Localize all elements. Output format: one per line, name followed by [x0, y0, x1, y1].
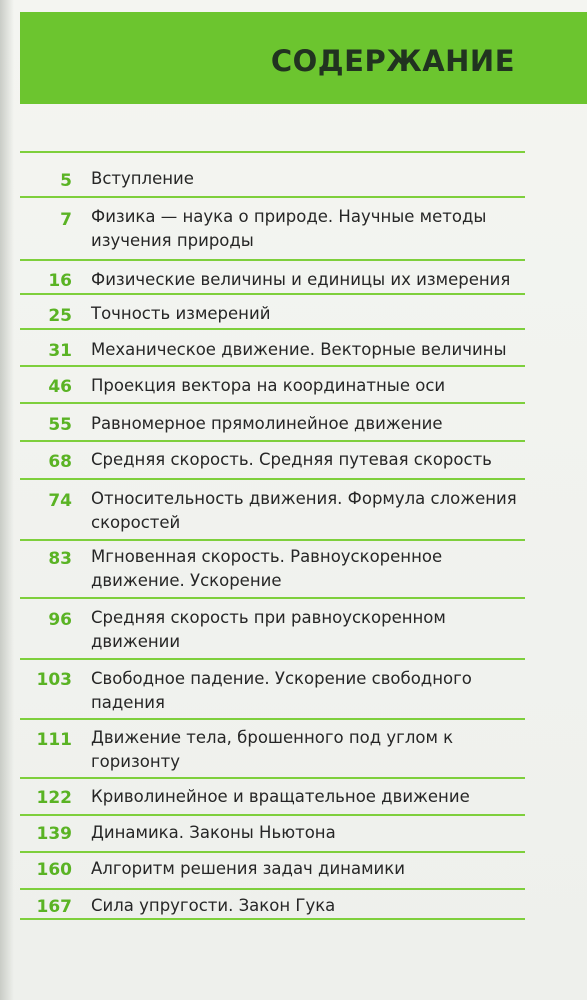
- toc-entry[interactable]: [20, 814, 525, 853]
- toc-page-number: 139: [36, 824, 72, 844]
- toc-page-number: 160: [36, 860, 72, 880]
- toc-entry[interactable]: [20, 539, 525, 599]
- toc-entry[interactable]: [20, 851, 525, 890]
- toc-page-number: 74: [48, 491, 72, 511]
- toc-page-number: 96: [48, 610, 72, 630]
- toc-entry[interactable]: [20, 658, 525, 720]
- toc-entry-title: Сила упругости. Закон Гука: [91, 896, 336, 915]
- toc-entry-title: Свободное падение. Ускорение свободного падения: [91, 669, 472, 712]
- spine-shadow: [0, 0, 14, 1000]
- toc-entry[interactable]: [20, 293, 525, 330]
- toc-entry-title: Криволинейное и вращательное движение: [91, 787, 470, 806]
- toc-entry[interactable]: [20, 777, 525, 816]
- toc-page-number: 111: [36, 730, 72, 750]
- toc-entry[interactable]: [20, 365, 525, 404]
- toc-entry[interactable]: [20, 597, 525, 660]
- toc-page-number: 46: [48, 377, 72, 397]
- toc-entry-title: Механическое движение. Векторные величины: [91, 340, 507, 359]
- toc-entry-title: Динамика. Законы Ньютона: [91, 823, 336, 842]
- toc-entry-title: Точность измерений: [91, 304, 271, 323]
- toc-page-number: 68: [48, 452, 72, 472]
- toc-entry[interactable]: [20, 259, 525, 295]
- toc-page-number: 83: [48, 549, 72, 569]
- toc-entry-title: Движение тела, брошенного под углом к горизонту: [91, 728, 454, 771]
- page-title: СОДЕРЖАНИЕ: [270, 44, 515, 78]
- toc-entry-title: Физика — наука о природе. Научные методы изучения природы: [91, 207, 487, 250]
- toc-page-number: 31: [48, 341, 72, 361]
- header-bar: [20, 12, 587, 104]
- toc-page-number: 167: [36, 897, 72, 917]
- toc-entry[interactable]: [20, 440, 525, 480]
- toc-page-number: 103: [36, 670, 72, 690]
- toc-page-number: 5: [60, 171, 72, 191]
- toc-entry[interactable]: [20, 196, 525, 261]
- toc-entry-title: Мгновенная скорость. Равноускоренное движение. Ускорение: [91, 547, 443, 590]
- toc-entry[interactable]: [20, 151, 525, 191]
- toc-entry-title: Средняя скорость. Средняя путевая скорость: [91, 450, 492, 469]
- toc-entry-title: Алгоритм решения задач динамики: [91, 859, 405, 878]
- toc-entry-title: Равномерное прямолинейное движение: [91, 414, 443, 433]
- toc-page-number: 55: [48, 415, 72, 435]
- toc-entry-title: Физические величины и единицы их измерения: [91, 270, 511, 289]
- toc-entry[interactable]: [20, 328, 525, 367]
- toc-entry-title: Относительность движения. Формула сложения скоростей: [91, 489, 517, 532]
- toc-page-number: 122: [36, 788, 72, 808]
- toc-page-number: 7: [60, 210, 72, 230]
- toc-entry-title: Вступление: [91, 169, 194, 188]
- toc-entry[interactable]: [20, 718, 525, 779]
- toc-entry[interactable]: [20, 402, 525, 442]
- toc-entry[interactable]: [20, 888, 525, 920]
- toc-entry-title: Проекция вектора на координатные оси: [91, 376, 446, 395]
- toc-entry[interactable]: [20, 478, 525, 541]
- toc-page-number: 25: [48, 306, 72, 326]
- toc-entry-title: Средняя скорость при равноускоренном движении: [91, 608, 446, 651]
- toc-page-number: 16: [48, 271, 72, 291]
